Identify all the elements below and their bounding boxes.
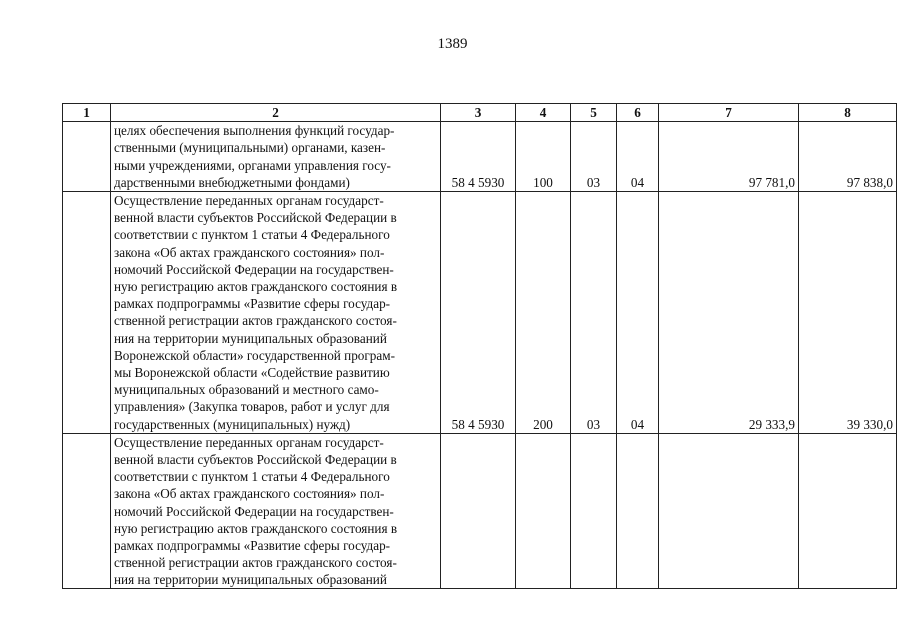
row-number-cell [63, 122, 111, 192]
row-number-text [66, 434, 107, 588]
section-text [574, 434, 613, 588]
amount-text [802, 434, 893, 588]
amount-cell [659, 433, 799, 588]
section-cell: 03 [571, 122, 617, 192]
subsection-text [620, 434, 655, 588]
page-number: 1389 [437, 36, 468, 52]
row-number-cell [63, 192, 111, 434]
expense-type-cell [516, 433, 571, 588]
amount-cell: 97 838,0 [799, 122, 897, 192]
row-number-cell [63, 433, 111, 588]
target-code-text [444, 434, 512, 588]
section-cell [571, 433, 617, 588]
expense-type-cell: 100 [516, 122, 571, 192]
subsection-cell [617, 433, 659, 588]
subsection-cell: 04 [617, 122, 659, 192]
budget-table [62, 103, 897, 589]
table-row [63, 433, 897, 588]
description-cell [111, 433, 441, 588]
target-code-cell: 58 4 5930 [441, 122, 516, 192]
table-row [63, 122, 897, 192]
header-col-3: 3 [441, 104, 516, 122]
header-col-6: 6 [617, 104, 659, 122]
header-col-2: 2 [111, 104, 441, 122]
amount-cell: 29 333,9 [659, 192, 799, 434]
amount-cell: 39 330,0 [799, 192, 897, 434]
table-header-row [63, 104, 897, 122]
header-col-4: 4 [516, 104, 571, 122]
header-col-1: 1 [63, 104, 111, 122]
description-cell: Осуществление переданных органам государст- венной власти субъектов Российской Федерации в соответствии с пунктом 1 статьи 4 Федерального закона «Об актах гражданского состояния» пол- номочий Российской Федерации на государствен- ную регистрацию актов гражданского состояния в рамках подпрограммы «Развитие сферы государ- ственной регистрации актов гражданского состоя- ния на территории муниципальных образований Воронежской области» государственной програм- мы Воронежской области «Содействие развитию муниципальных образований и местного само- управления» (Закупка товаров, работ и услуг для государственных (муниципальных) нужд) [111, 192, 441, 434]
amount-cell: 97 781,0 [659, 122, 799, 192]
description-cell: целях обеспечения выполнения функций государ- ственными (муниципальными) органами, казен- ными учреждениями, органами управления госу- дарственными внебюджетными фондами) [111, 122, 441, 192]
header-col-8: 8 [799, 104, 897, 122]
table-row [63, 192, 897, 434]
header-col-5: 5 [571, 104, 617, 122]
section-cell: 03 [571, 192, 617, 434]
target-code-cell [441, 433, 516, 588]
amount-cell [799, 433, 897, 588]
subsection-cell: 04 [617, 192, 659, 434]
header-col-7: 7 [659, 104, 799, 122]
amount-text [662, 434, 795, 588]
target-code-cell: 58 4 5930 [441, 192, 516, 434]
description-text: Осуществление переданных органам государст- венной власти субъектов Российской Федерации в соответствии с пунктом 1 статьи 4 Федерального закона «Об актах гражданского состояния» пол- номочий Российской Федерации на государствен- ную регистрацию актов гражданского состояния в рамках подпрограммы «Развитие сферы государ- ственной регистрации актов гражданского состоя- ния на территории муниципальных образований [114, 434, 398, 588]
expense-type-text [519, 434, 567, 588]
expense-type-cell: 200 [516, 192, 571, 434]
